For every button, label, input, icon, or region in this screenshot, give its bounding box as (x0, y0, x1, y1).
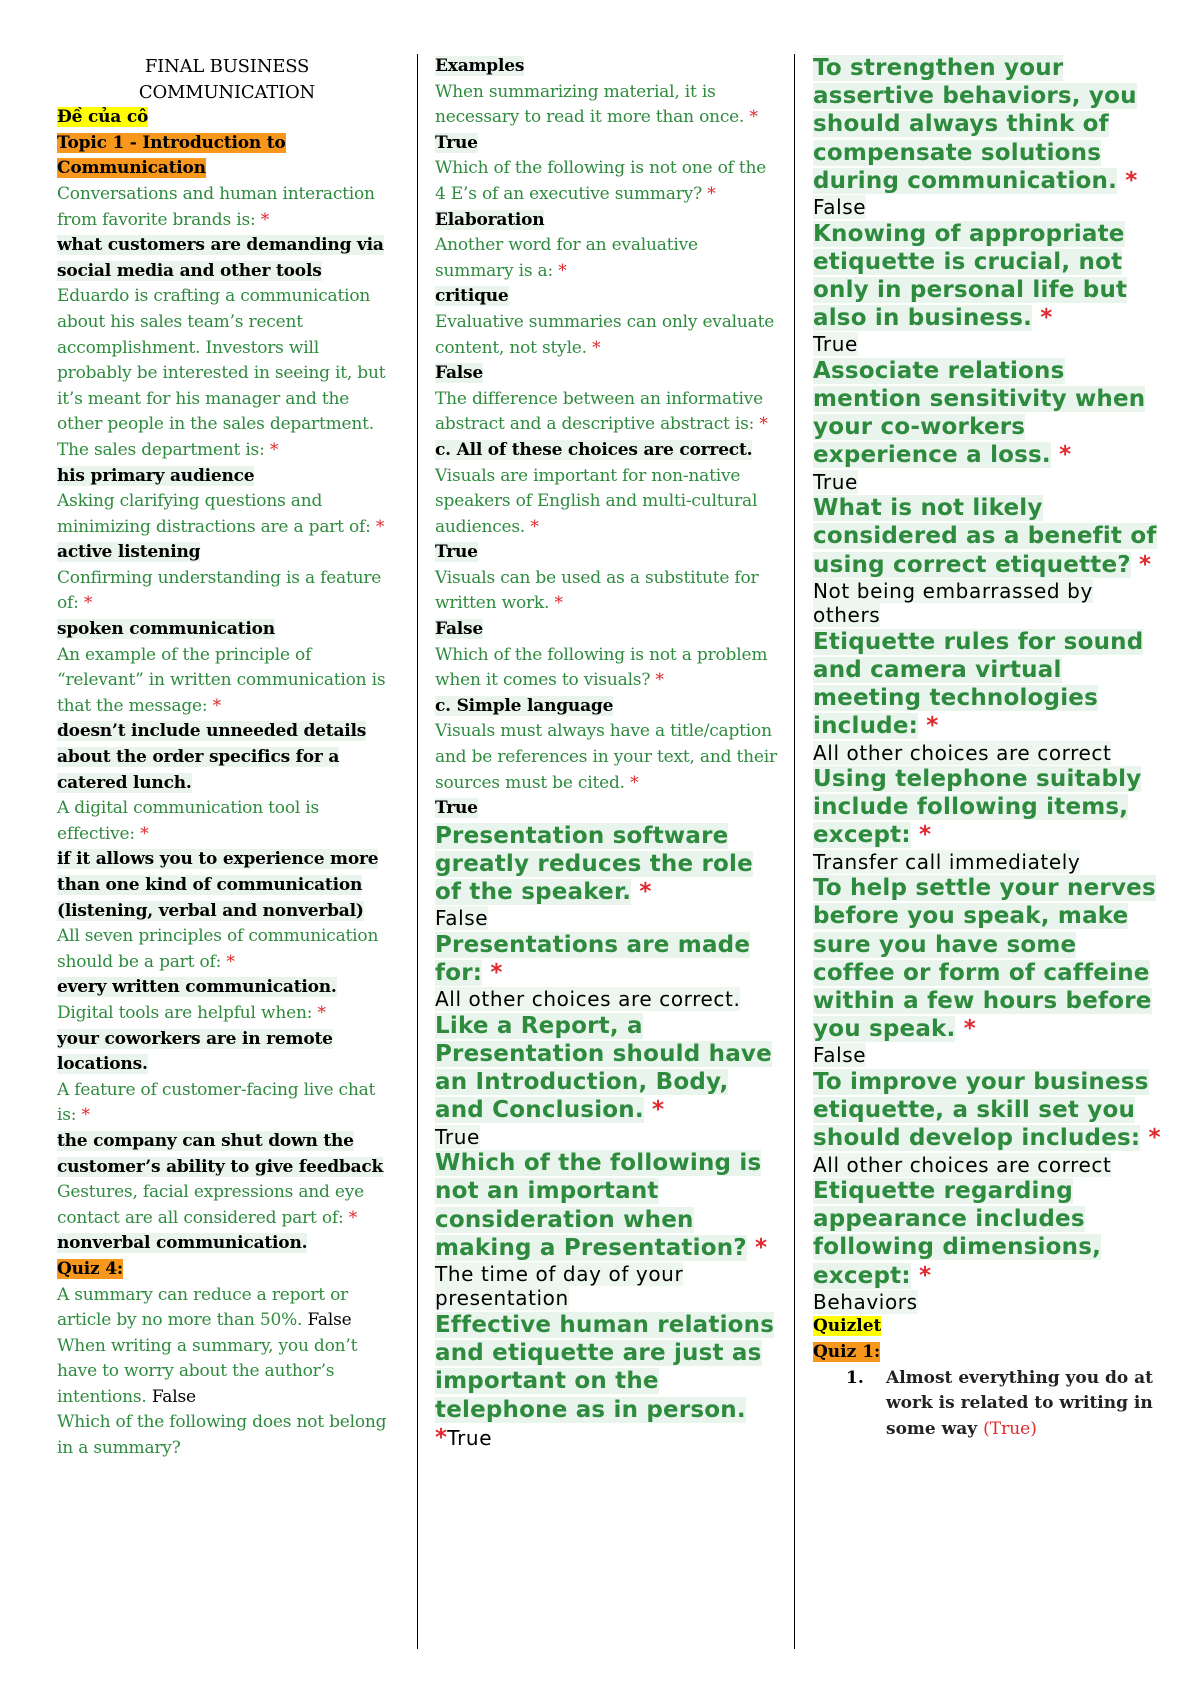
required-star: * (269, 439, 279, 460)
answer-text (813, 579, 1163, 628)
list-item (813, 1366, 1163, 1443)
answer-text (813, 741, 1163, 766)
required-star: * (260, 209, 270, 230)
question-label: Which of the following is not a problem when it comes to visuals? (435, 644, 768, 691)
answer-text (813, 1043, 1163, 1068)
question-text (435, 1311, 780, 1452)
required-star: * (81, 1105, 90, 1126)
question-text (57, 284, 397, 463)
col3-question-list (813, 54, 1163, 1314)
question-text (57, 566, 397, 617)
answer-text (435, 131, 780, 157)
answer-label: True (435, 132, 478, 153)
answer-label: c. Simple language (435, 695, 614, 716)
question-label: Etiquette regarding appearance includes following dimensions, except: (813, 1178, 1102, 1289)
question-text (435, 1149, 780, 1262)
answer-label: Examples (435, 56, 525, 76)
required-star: * (140, 823, 149, 844)
answer-label: Not being embarrassed by others (813, 578, 1093, 628)
question-text (435, 566, 780, 617)
required-star: * (639, 879, 652, 906)
required-star: * (707, 183, 716, 204)
question-text (813, 1068, 1163, 1153)
answer-label: All other choices are correct. (435, 987, 741, 1012)
required-star: * (317, 1002, 326, 1023)
question-label: To improve your business etiquette, a skill set you should develop includes: (813, 1068, 1149, 1152)
list-item-label: Almost everything you do at work is related to writing in some way (886, 1367, 1154, 1439)
quiz4-question-list (57, 1283, 397, 1462)
quiz1-list (813, 1366, 1163, 1443)
answer-label: False (307, 1310, 352, 1331)
question-label: Presentations are made for: (435, 931, 751, 987)
answer-label: False (435, 906, 489, 931)
doc-title-line2: COMMUNICATION (138, 81, 316, 103)
topic-heading: Topic 1 - Introduction to Communication (57, 132, 286, 179)
answer-text (57, 233, 397, 284)
answer-label: spoken communication (57, 619, 275, 640)
question-label: Conversations and human interaction from favorite brands is: (57, 183, 375, 230)
answer-label: True (435, 1124, 480, 1149)
required-star: * (226, 951, 235, 972)
required-star: * (212, 695, 221, 716)
question-label: The difference between an informative abstract and a descriptive abstract is: (435, 388, 763, 435)
quiz1-heading: Quiz 1: (813, 1341, 881, 1362)
answer-label: (True) (983, 1418, 1037, 1439)
question-label: Another word for an evaluative summary is a: (435, 235, 698, 281)
required-star: * (655, 670, 664, 691)
answer-text (57, 719, 397, 796)
answer-label: False (813, 195, 867, 220)
question-text (813, 220, 1163, 333)
answer-text (435, 438, 780, 464)
required-star: * (755, 1234, 768, 1261)
answer-label: True (435, 798, 478, 819)
question-text (813, 765, 1163, 850)
answer-text (435, 987, 780, 1012)
answer-label: if it allows you to experience more than one kind of communication (listening, verbal and nonverbal) (57, 849, 379, 921)
question-text (57, 1410, 397, 1461)
answer-text (57, 847, 397, 924)
answer-text (435, 617, 780, 643)
answer-text (435, 361, 780, 387)
question-label: Gestures, facial expressions and eye contact are all considered part of: (57, 1182, 365, 1228)
answer-label: True (435, 542, 478, 563)
required-star: * (530, 516, 539, 537)
required-star: * (554, 593, 563, 614)
column-3 (813, 54, 1163, 1442)
question-text (435, 233, 780, 284)
answer-label: the company can shut down the customer’s ability to give feedback (57, 1130, 384, 1177)
required-star: * (592, 337, 601, 358)
question-label: An example of the principle of “relevant” in written communication is that the message: (57, 644, 386, 716)
answer-label: Transfer call immediately (813, 849, 1081, 874)
answer-label: what customers are demanding via social media and other tools (57, 235, 384, 281)
required-star: * (759, 414, 768, 435)
answer-label: All other choices are correct (813, 1152, 1112, 1177)
answer-text (813, 850, 1163, 875)
question-label: When summarizing material, it is necessary to read it more than once. (435, 81, 745, 128)
question-text (57, 924, 397, 975)
question-label: What is not likely considered as a benefit of using correct etiquette? (813, 495, 1157, 578)
col2-sans-list (435, 822, 780, 1452)
required-star: * (1148, 1125, 1161, 1152)
required-star: * (558, 260, 567, 281)
question-text (813, 54, 1163, 195)
question-text (435, 643, 780, 694)
answer-label: True (447, 1425, 493, 1450)
section-label-de: Đề của cô (57, 107, 149, 128)
required-star: * (1139, 551, 1152, 578)
question-text (57, 796, 397, 847)
question-text (57, 643, 397, 720)
col2-serif-list (435, 54, 780, 822)
answer-label: True (813, 469, 858, 494)
question-text (813, 628, 1163, 741)
answer-text (435, 694, 780, 720)
question-label: Asking clarifying questions and minimizing distractions are a part of: (57, 491, 371, 537)
answer-text (435, 540, 780, 566)
question-label: When writing a summary, you don’t have to worry about the author’s intentions. (57, 1335, 358, 1407)
required-star: * (1125, 167, 1138, 194)
answer-label: The time of day of your presentation (435, 1261, 684, 1311)
answer-label: every written communication. (57, 977, 337, 998)
answer-label: critique (435, 286, 509, 307)
answer-text (435, 796, 780, 822)
question-label: Eduardo is crafting a communication about his sales team’s recent accomplishment. Investors will probably be interested in seeing it, but it’s meant for his manager and the other people in the sales department. The sales department is: (57, 286, 386, 460)
answer-text (435, 54, 780, 80)
required-star: * (348, 1207, 358, 1228)
required-star: * (83, 593, 93, 614)
question-label: A digital communication tool is effective: (57, 798, 320, 844)
col1-question-list (57, 182, 397, 1257)
quizlet-heading: Quizlet (813, 1316, 882, 1337)
column-divider (417, 54, 418, 1649)
column-1 (57, 54, 397, 1462)
answer-text (57, 1027, 397, 1078)
question-text (57, 1334, 397, 1411)
question-label: Visuals can be used as a substitute for written work. (435, 567, 759, 614)
question-label: Digital tools are helpful when: (57, 1002, 313, 1023)
question-text (435, 719, 780, 796)
answer-label: c. All of these choices are correct. (435, 439, 753, 460)
question-text (435, 464, 780, 541)
question-label: To strengthen your assertive behaviors, you should always think of compensate solutions during communication. (813, 55, 1137, 194)
question-text (435, 931, 780, 987)
answer-text (57, 464, 397, 490)
answer-label: Elaboration (435, 209, 545, 230)
question-text (435, 387, 780, 438)
question-text (57, 1078, 397, 1129)
column-2 (435, 54, 780, 1452)
required-star: * (490, 960, 503, 987)
answer-text (435, 1262, 780, 1311)
answer-text (57, 975, 397, 1001)
question-label: Effective human relations and etiquette are just as important on the telephone as in person. (435, 1311, 775, 1423)
question-label: A feature of customer-facing live chat is: (57, 1079, 376, 1126)
required-star: * (963, 1016, 976, 1043)
answer-label: doesn’t include unneeded details about the order specifics for a catered lunch. (57, 721, 367, 793)
list-item-text (886, 1366, 1163, 1443)
answer-text (57, 1231, 397, 1257)
answer-text (57, 1129, 397, 1180)
question-label: To help settle your nerves before you speak, make sure you have some coffee or form of caffeine within a few hours before you speak. (813, 875, 1156, 1043)
question-label: Which of the following is not one of the 4 E’s of an executive summary? (435, 158, 767, 204)
answer-text (57, 540, 397, 566)
required-star: * (918, 822, 932, 849)
answer-text (813, 195, 1163, 220)
question-label: Etiquette rules for sound and camera virtual meeting technologies include: (813, 628, 1144, 740)
question-text (57, 489, 397, 540)
answer-label: True (813, 332, 858, 357)
answer-label: All other choices are correct (813, 740, 1112, 765)
question-label: A summary can reduce a report or article by no more than 50%. (57, 1284, 349, 1331)
question-label: Confirming understanding is a feature of: (57, 567, 382, 614)
answer-label: False (813, 1043, 867, 1068)
question-label: Using telephone suitably include following items, except: (813, 766, 1142, 849)
required-star: * (375, 516, 385, 537)
answer-text (435, 284, 780, 310)
question-text (813, 1177, 1163, 1290)
required-star: * (435, 1424, 448, 1451)
question-label: All seven principles of communication should be a part of: (57, 926, 379, 972)
question-text (435, 156, 780, 207)
required-star: * (749, 107, 758, 128)
answer-label: your coworkers are in remote locations. (57, 1028, 333, 1075)
question-label: Which of the following is not an important consideration when making a Presentation? (435, 1150, 762, 1261)
list-number: 1. (846, 1367, 864, 1388)
question-text (57, 1001, 397, 1027)
question-label: Evaluative summaries can only evaluate content, not style. (435, 311, 775, 358)
question-text (813, 357, 1163, 470)
answer-text (435, 208, 780, 234)
answer-label: Behaviors (813, 1289, 918, 1314)
required-star: * (1040, 305, 1053, 332)
question-label: Visuals are important for non-native speakers of English and multi-cultural audiences. (435, 465, 758, 537)
question-text (813, 874, 1163, 1043)
question-label: Presentation software greatly reduces the role of the speaker. (435, 822, 753, 906)
question-text (435, 310, 780, 361)
answer-text (813, 470, 1163, 495)
question-text (57, 182, 397, 233)
question-label: Which of the following does not belong in a summary? (57, 1412, 387, 1459)
answer-text (813, 332, 1163, 357)
question-label: Associate relations mention sensitivity when your co-workers experience a loss. (813, 357, 1146, 469)
question-text (435, 80, 780, 131)
answer-label: False (151, 1386, 196, 1407)
question-label: Knowing of appropriate etiquette is crucial, not only in personal life but also in business. (813, 220, 1128, 332)
question-label: Like a Report, a Presentation should have an Introduction, Body, and Conclusion. (435, 1012, 772, 1124)
required-star: * (918, 1262, 932, 1289)
answer-label: False (435, 619, 483, 640)
question-label: Visuals must always have a title/caption and be references in your text, and their sources must be cited. (435, 721, 777, 793)
required-star: * (926, 713, 939, 740)
required-star: * (1059, 442, 1072, 469)
question-text (813, 494, 1163, 579)
answer-text (435, 1125, 780, 1150)
required-star: * (652, 1097, 665, 1124)
answer-label: his primary audience (57, 465, 255, 486)
question-text (57, 1180, 397, 1231)
column-divider (794, 54, 795, 1649)
answer-label: False (435, 363, 483, 384)
question-text (435, 822, 780, 907)
answer-text (57, 617, 397, 643)
answer-text (435, 906, 780, 931)
answer-text (813, 1153, 1163, 1178)
required-star: * (630, 772, 639, 793)
answer-label: active listening (57, 542, 201, 563)
question-text (57, 1283, 397, 1334)
answer-label: nonverbal communication. (57, 1233, 308, 1254)
question-text (435, 1012, 780, 1125)
answer-text (813, 1290, 1163, 1315)
quiz4-heading: Quiz 4: (57, 1258, 123, 1279)
doc-title-line1: FINAL BUSINESS (144, 56, 310, 77)
